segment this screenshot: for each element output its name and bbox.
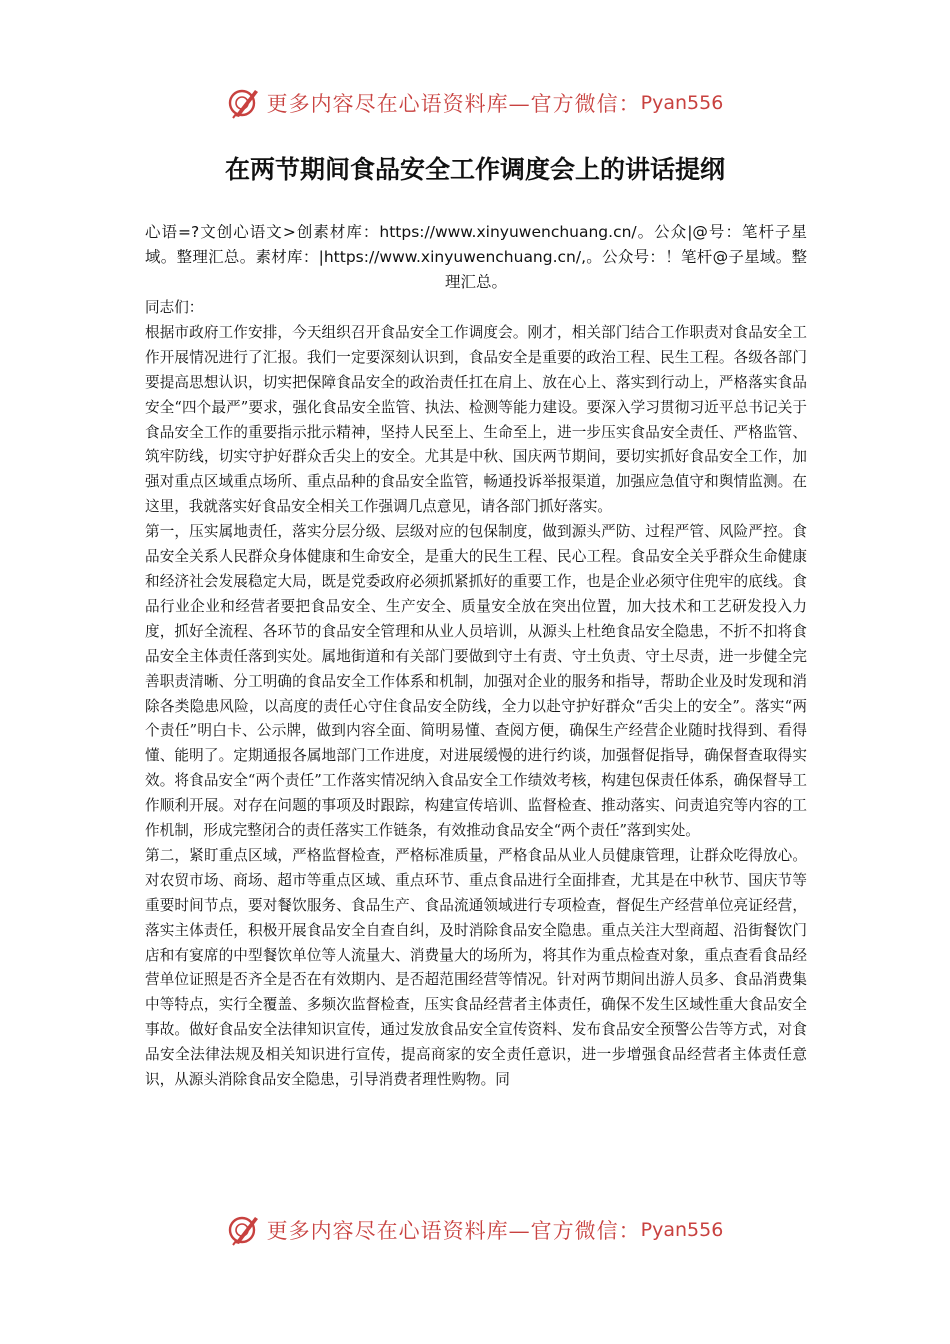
banner-text: 更多内容尽在心语资料库—官方微信： bbox=[266, 1219, 641, 1243]
footer-banner bbox=[0, 1210, 950, 1250]
salutation: 同志们： bbox=[145, 299, 204, 316]
banner-text: 更多内容尽在心语资料库—官方微信： bbox=[266, 92, 641, 116]
pen-logo-icon bbox=[227, 86, 261, 120]
paragraph-first: 第一，压实属地责任，落实分层分级、层级对应的包保制度，做到源头严防、过程严管、风险严控。食品安全关系人民群众身体健康和生命安全，是重大的民生工程、民心工程。食品安全关乎群众生命健康和经济社会发展稳定大局，既是党委政府必须抓紧抓好的重要工作，也是企业必须守住兜牢的底线。食品行业企业和经营者要把食品安全、生产安全、质量安全放在突出位置，加大技术和工艺研发投入力度，抓好全流程、各环节的食品安全管理和从业人员培训，从源头上杜绝食品安全隐患，不折不扣将食品安全主体责任落到实处。属地街道和有关部门要做到守土有责、守土负责、守土尽责，进一步健全完善职责清晰、分工明确的食品安全工作体系和机制，加强对企业的服务和指导，帮助企业及时发现和消除各类隐患风险，以高度的责任心守住食品安全防线，全力以赴守护好群众“舌尖上的安全”。落实“两个责任”明白卡、公示牌，做到内容全面、简明易懂、查阅方便，确保生产经营企业随时找得到、看得懂、能明了。定期通报各属地部门工作进度，对进展缓慢的进行约谈，加强督促指导，确保督查取得实效。将食品安全“两个责任”工作落实情况纳入食品安全工作绩效考核，构建包保责任体系，确保督导工作顺利开展。对存在问题的事项及时跟踪，构建宣传培训、监督检查、推动落实、问责追究等内容的工作机制，形成完整闭合的责任落实工作链条，有效推动食品安全“两个责任”落到实处。 bbox=[145, 523, 807, 840]
document-body bbox=[145, 296, 807, 1093]
header-banner bbox=[0, 83, 950, 123]
paragraph-second: 第二，紧盯重点区域，严格监督检查，严格标准质量，严格食品从业人员健康管理，让群众吃得放心。对农贸市场、商场、超市等重点区域、重点环节、重点食品进行全面排查，尤其是在中秋节、国庆节等重要时间节点，要对餐饮服务、食品生产、食品流通领域进行专项检查，督促生产经营单位亮证经营，落实主体责任，积极开展食品安全自查自纠，及时消除食品安全隐患。重点关注大型商超、沿街餐饮门店和有宴席的中型餐饮单位等人流量大、消费量大的场所为，将其作为重点检查对象，重点查看食品经营单位证照是否齐全是否在有效期内、是否超范围经营等情况。针对两节期间出游人员多、食品消费集中等特点，实行全覆盖、多频次监督检查，压实食品经营者主体责任，确保不发生区域性重大食品安全事故。做好食品安全法律知识宣传，通过发放食品安全宣传资料、发布食品安全预警公告等方式，对食品安全法律法规及相关知识进行宣传，提高商家的安全责任意识，进一步增强食品经营者主体责任意识，从源头消除食品安全隐患，引导消费者理性购物。同 bbox=[145, 846, 807, 1089]
banner-contact: Pyan556 bbox=[640, 92, 724, 114]
banner-contact: Pyan556 bbox=[640, 1219, 724, 1241]
pen-logo-icon bbox=[227, 1213, 261, 1247]
source-line: 心语=?文创心语文>创素材库：https://www.xinyuwenchuang.cn/。公众|@号：笔杆子星域。整理汇总。素材库：|https://www.xinyuwenchuang.cn/,。公众号：！笔杆@子星域。整理汇总。 bbox=[145, 223, 807, 291]
paragraph-intro: 根据市政府工作安排，今天组织召开食品安全工作调度会。刚才，相关部门结合工作职责对食品安全工作开展情况进行了汇报。我们一定要深刻认识到，食品安全是重要的政治工程、民生工程。各级各部门要提高思想认识，切实把保障食品安全的政治责任扛在肩上、放在心上、落实到行动上，严格落实食品安全“四个最严”要求，强化食品安全监管、执法、检测等能力建设。要深入学习贯彻习近平总书记关于食品安全工作的重要指示批示精神，坚持人民至上、生命至上，进一步压实食品安全责任、严格监管、筑牢防线，切实守护好群众舌尖上的安全。尤其是中秋、国庆两节期间，要切实抓好食品安全工作，加强对重点区域重点场所、重点品种的食品安全监管，畅通投诉举报渠道，加强应急值守和舆情监测。在这里，我就落实好食品安全相关工作强调几点意见，请各部门抓好落实。 bbox=[145, 323, 807, 516]
document-title: 在两节期间食品安全工作调度会上的讲话提纲 bbox=[224, 155, 725, 184]
